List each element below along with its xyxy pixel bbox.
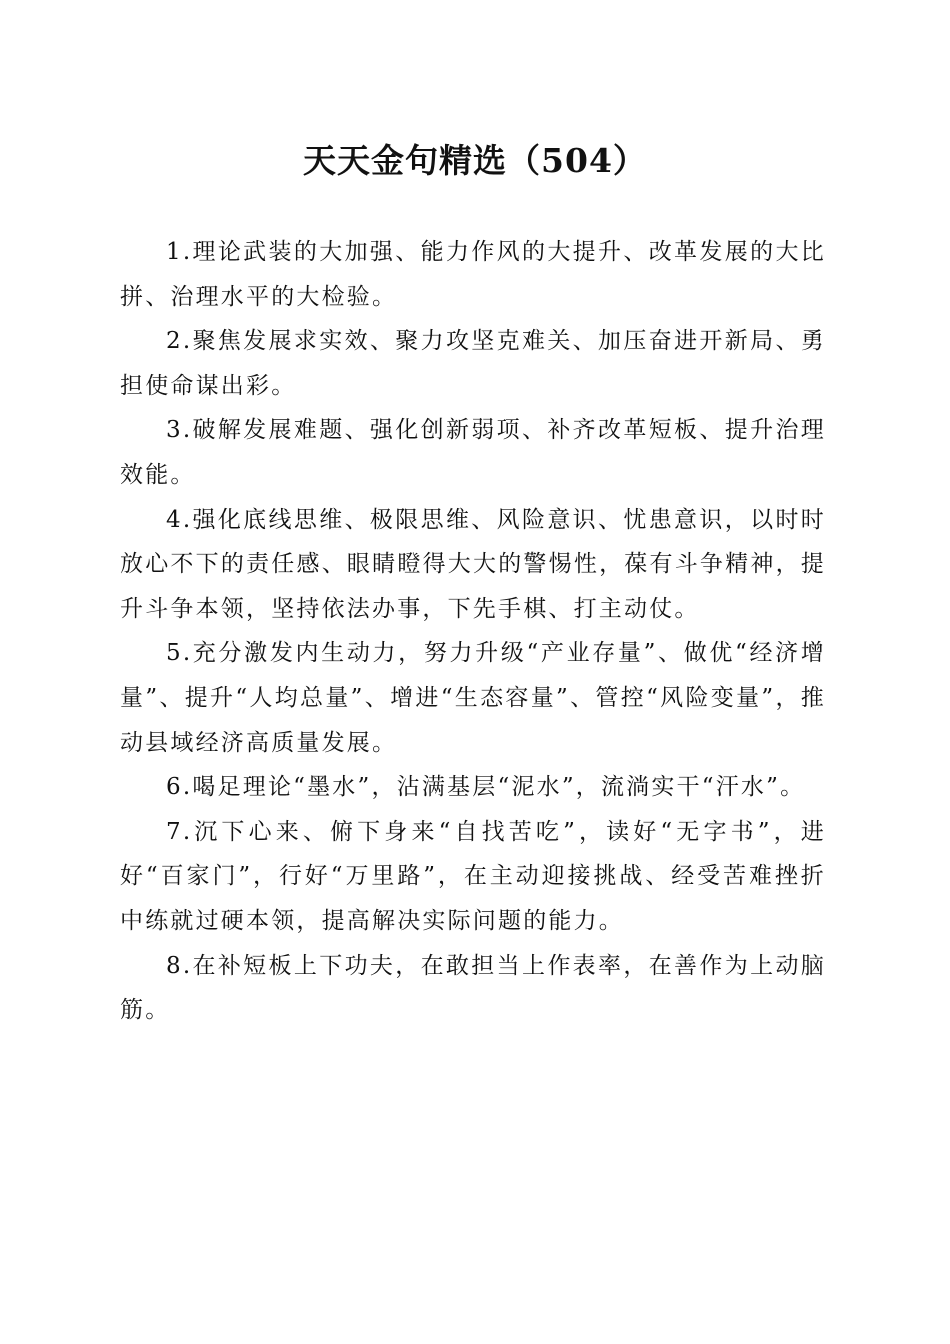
page-title: 天天金句精选（504） <box>303 141 647 180</box>
list-item: 4.强化底线思维、极限思维、风险意识、忧患意识，以时时放心不下的责任感、眼睛瞪得大大的警惕性，葆有斗争精神，提升斗争本领，坚持依法办事，下先手棋、打主动仗。 <box>120 506 826 622</box>
quote-list <box>120 230 826 1033</box>
list-item: 5.充分激发内生动力，努力升级“产业存量”、做优“经济增量”、提升“人均总量”、增进“生态容量”、管控“风险变量”，推动县域经济高质量发展。 <box>120 640 826 756</box>
list-item: 2.聚焦发展求实效、聚力攻坚克难关、加压奋进开新局、勇担使命谋出彩。 <box>120 328 826 399</box>
list-item: 8.在补短板上下功夫，在敢担当上作表率，在善作为上动脑筋。 <box>120 952 826 1024</box>
list-item: 6.喝足理论“墨水”，沾满基层“泥水”，流淌实干“汗水”。 <box>166 774 806 801</box>
list-item: 1.理论武装的大加强、能力作风的大提升、改革发展的大比拼、治理水平的大检验。 <box>120 239 826 310</box>
list-item: 7.沉下心来、俯下身来“自找苦吃”，读好“无字书”，进好“百家门”，行好“万里路”，在主动迎接挑战、经受苦难挫折中练就过硬本领，提高解决实际问题的能力。 <box>120 818 826 934</box>
list-item: 3.破解发展难题、强化创新弱项、补齐改革短板、提升治理效能。 <box>120 417 826 488</box>
